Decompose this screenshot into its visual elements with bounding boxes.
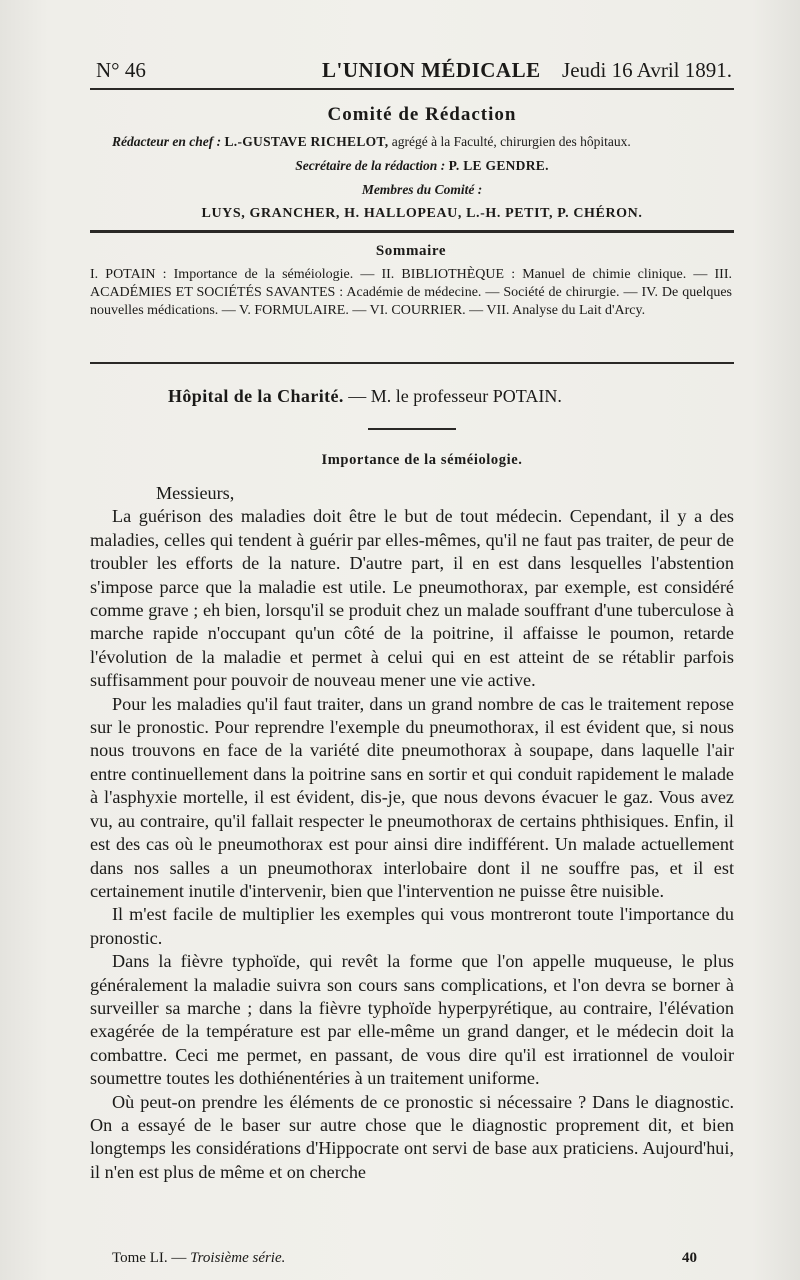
chief-title: agrégé à la Faculté, chirurgien des hôpitaux.	[391, 134, 631, 149]
members-label-line	[112, 178, 732, 202]
secretary-label: Secrétaire de la rédaction :	[295, 158, 446, 173]
committee-rule	[90, 230, 734, 233]
paragraph: Pour les maladies qu'il faut traiter, dans un grand nombre de cas le traitement repose sur le pronostic. Pour reprendre l'exemple du pneumothorax, il est évident que, si nous nous trouvons en face de la variété dite pneumothorax à soupape, dans laquelle l'air entre continuellement dans la poitrine sans en sortir et qui conduit rapidement le malade à l'asphyxie mortelle, il est évident, dis-je, que nous devons évacuer le gaz. Vous avez vu, au contraire, qu'il fallait respecter le pneumothorax de certains phthisiques. Enfin, il est des cas où le pneumothorax est pour ainsi dire indifférent. Un malade actuellement dans nos salles a un pneumothorax interlobaire dont il ne souffre pas, et il est certainement inutile d'intervenir, bien que l'intervention ne puisse être nuisible.	[90, 693, 734, 901]
running-header	[96, 58, 732, 88]
table-of-contents	[90, 242, 732, 320]
paragraph: Dans la fièvre typhoïde, qui revêt la forme que l'on appelle muqueuse, le plus généralement la maladie suivra son cours sans complications, et l'on devra se borner à surveiller sa marche ; dans la fièvre typhoïde hyperpyrétique, au contraire, l'élévation exagérée de la température est par elle-même un grand danger, et le médecin doit la combattre. Ceci me permet, en passant, de vous dire qu'il est irrationnel de vouloir soumettre toutes les dothiénentéries à un traitement uniforme.	[90, 951, 734, 1089]
salutation: Messieurs,	[156, 483, 235, 503]
chief-label: Rédacteur en chef :	[112, 134, 222, 149]
paragraph: La guérison des maladies doit être le but de tout médecin. Cependant, il y a des maladies, celles qui tendent à guérir par elles-mêmes, qu'il ne faut pas traiter, de peur de troubler les efforts de la nature. D'autre part, il en est dans lesquelles l'abstention s'impose parce que la maladie est utile. Le pneumothorax, par exemple, est considéré comme grave ; eh bien, lorsqu'il se produit chez un malade souffrant d'une tuberculose à marche rapide n'occupant qu'un côté de la poitrine, il affaisse le poumon, retarde l'évolution de la maladie et permet à celui qui en est atteint de se rétablir parfois suffisamment pour pouvoir de nouveau mener une vie active.	[90, 506, 734, 691]
article-body	[90, 482, 734, 1184]
paragraph: Où peut-on prendre les éléments de ce pronostic si nécessaire ? Dans le diagnostic. On a essayé de le baser sur autre chose que le diagnostic proprement dit, et bien longtemps les considérations d'Hippocrate ont servi de base aux praticiens. Aujourd'hui, il n'en est plus de même et on cherche	[90, 1091, 734, 1182]
short-rule	[368, 428, 456, 430]
chief-editor-line	[112, 130, 732, 154]
committee-members: LUYS, GRANCHER, H. HALLOPEAU, L.-H. PETIT, P. CHÉRON.	[201, 206, 643, 221]
paragraph: Il m'est facile de multiplier les exemples qui vous montreront toute l'importance du pronostic.	[90, 904, 734, 948]
issue-date: Jeudi 16 Avril 1891.	[562, 58, 732, 82]
volume-series	[112, 1250, 285, 1267]
journal-title: L'UNION MÉDICALE	[322, 58, 541, 82]
article-subtitle: Importance de la séméiologie.	[321, 452, 523, 468]
issue-number: N° 46	[96, 58, 146, 82]
sommaire-text: I. POTAIN : Importance de la séméiologie. — II. BIBLIOTHÈQUE : Manuel de chimie clinique. — III. ACADÉMIES ET SOCIÉTÉS SAVANTES : Académie de médecine. — Société de chirurgie. — IV. De quelques nouvelles médications. — V. FORMULAIRE. — VI. COURRIER. — VII. Analyse du Lait d'Arcy.	[90, 267, 732, 318]
sommaire-title: Sommaire	[375, 243, 447, 259]
page-number: 40	[682, 1250, 697, 1266]
series: Troisième série.	[190, 1250, 286, 1266]
hospital-name: Hôpital de la Charité.	[168, 386, 344, 406]
lecture-heading	[168, 386, 728, 407]
editorial-committee	[112, 104, 732, 226]
header-rule	[90, 88, 734, 90]
volume: Tome LI. —	[112, 1250, 187, 1266]
committee-title: Comité de Rédaction	[327, 104, 517, 125]
page-footer	[112, 1250, 697, 1274]
secretary-line	[112, 154, 732, 178]
secretary-name: P. LE GENDRE.	[448, 158, 549, 173]
members-label: Membres du Comité :	[361, 182, 483, 197]
chief-name: L.-GUSTAVE RICHELOT,	[224, 134, 389, 149]
lecture-author: — M. le professeur POTAIN.	[348, 386, 562, 406]
sommaire-rule	[90, 362, 734, 364]
